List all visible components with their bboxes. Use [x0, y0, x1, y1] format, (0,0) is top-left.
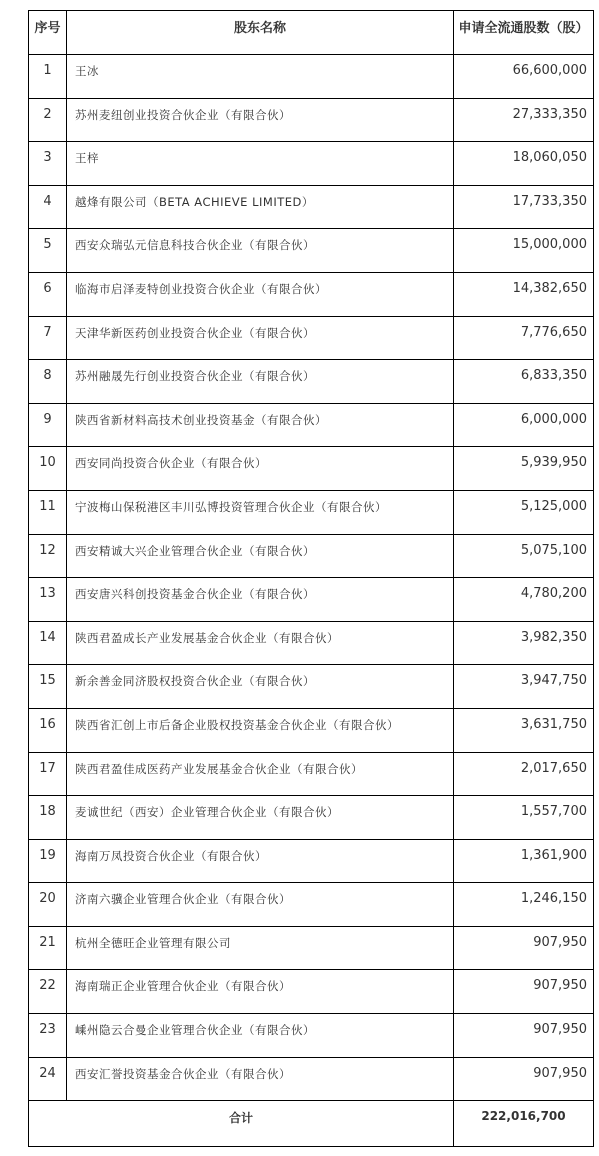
table-row [29, 752, 594, 796]
row-shares: 1,246,150 [454, 883, 594, 927]
row-shareholder-name: 天津华新医药创业投资合伙企业（有限合伙） [67, 316, 454, 360]
row-shareholder-name: 王梓 [67, 142, 454, 186]
row-shares: 3,982,350 [454, 621, 594, 665]
row-shareholder-name: 麦诚世纪（西安）企业管理合伙企业（有限合伙） [67, 796, 454, 840]
table-row [29, 926, 594, 970]
row-index: 1 [29, 55, 67, 99]
row-index: 17 [29, 752, 67, 796]
row-shares: 4,780,200 [454, 578, 594, 622]
row-shareholder-name: 陕西君盈成长产业发展基金合伙企业（有限合伙） [67, 621, 454, 665]
row-index: 12 [29, 534, 67, 578]
table-row [29, 98, 594, 142]
table-row [29, 621, 594, 665]
table-row [29, 708, 594, 752]
table-row [29, 665, 594, 709]
row-shareholder-name: 越烽有限公司（BETA ACHIEVE LIMITED） [67, 185, 454, 229]
table-row [29, 403, 594, 447]
row-shares: 5,939,950 [454, 447, 594, 491]
table-row [29, 142, 594, 186]
row-index: 15 [29, 665, 67, 709]
row-index: 18 [29, 796, 67, 840]
shareholder-table-container [28, 10, 589, 1147]
row-shareholder-name: 苏州麦纽创业投资合伙企业（有限合伙） [67, 98, 454, 142]
row-shareholder-name: 杭州全德旺企业管理有限公司 [67, 926, 454, 970]
row-shares: 6,000,000 [454, 403, 594, 447]
table-row [29, 1057, 594, 1101]
row-shares: 1,557,700 [454, 796, 594, 840]
table-row [29, 883, 594, 927]
row-index: 20 [29, 883, 67, 927]
row-shares: 1,361,900 [454, 839, 594, 883]
row-index: 10 [29, 447, 67, 491]
header-row [29, 11, 594, 55]
row-index: 14 [29, 621, 67, 665]
row-index: 19 [29, 839, 67, 883]
header-shares: 申请全流通股数（股） [454, 11, 594, 55]
row-shares: 6,833,350 [454, 360, 594, 404]
table-row [29, 796, 594, 840]
row-shareholder-name: 西安众瑞弘元信息科技合伙企业（有限合伙） [67, 229, 454, 273]
row-index: 24 [29, 1057, 67, 1101]
table-row [29, 55, 594, 99]
row-shares: 66,600,000 [454, 55, 594, 99]
row-index: 16 [29, 708, 67, 752]
row-shares: 907,950 [454, 970, 594, 1014]
row-shares: 17,733,350 [454, 185, 594, 229]
row-shareholder-name: 济南六骥企业管理合伙企业（有限合伙） [67, 883, 454, 927]
table-row [29, 316, 594, 360]
row-index: 22 [29, 970, 67, 1014]
row-index: 2 [29, 98, 67, 142]
row-index: 5 [29, 229, 67, 273]
row-shareholder-name: 西安汇誉投资基金合伙企业（有限合伙） [67, 1057, 454, 1101]
row-shareholder-name: 陕西省新材料高技术创业投资基金（有限合伙） [67, 403, 454, 447]
row-shareholder-name: 海南瑞正企业管理合伙企业（有限合伙） [67, 970, 454, 1014]
row-shareholder-name: 宁波梅山保税港区丰川弘博投资管理合伙企业（有限合伙） [67, 490, 454, 534]
table-row [29, 185, 594, 229]
total-value: 222,016,700 [454, 1101, 594, 1147]
row-shares: 5,125,000 [454, 490, 594, 534]
row-index: 8 [29, 360, 67, 404]
row-shareholder-name: 嵊州隐云合曼企业管理合伙企业（有限合伙） [67, 1014, 454, 1058]
table-footer [29, 1101, 594, 1147]
row-shareholder-name: 海南万凤投资合伙企业（有限合伙） [67, 839, 454, 883]
table-row [29, 578, 594, 622]
row-shares: 18,060,050 [454, 142, 594, 186]
total-label: 合计 [29, 1101, 454, 1147]
table-row [29, 490, 594, 534]
total-row [29, 1101, 594, 1147]
row-shareholder-name: 陕西君盈佳成医药产业发展基金合伙企业（有限合伙） [67, 752, 454, 796]
row-shares: 27,333,350 [454, 98, 594, 142]
row-shares: 14,382,650 [454, 272, 594, 316]
row-shareholder-name: 陕西省汇创上市后备企业股权投资基金合伙企业（有限合伙） [67, 708, 454, 752]
row-index: 6 [29, 272, 67, 316]
row-shares: 3,631,750 [454, 708, 594, 752]
row-shareholder-name: 临海市启泽麦特创业投资合伙企业（有限合伙） [67, 272, 454, 316]
table-row [29, 272, 594, 316]
row-shareholder-name: 西安同尚投资合伙企业（有限合伙） [67, 447, 454, 491]
row-index: 4 [29, 185, 67, 229]
row-shares: 7,776,650 [454, 316, 594, 360]
row-shareholder-name: 新余善金同济股权投资合伙企业（有限合伙） [67, 665, 454, 709]
table-row [29, 1014, 594, 1058]
row-shares: 907,950 [454, 926, 594, 970]
row-index: 23 [29, 1014, 67, 1058]
row-shareholder-name: 西安精诚大兴企业管理合伙企业（有限合伙） [67, 534, 454, 578]
row-shareholder-name: 王冰 [67, 55, 454, 99]
row-shares: 907,950 [454, 1014, 594, 1058]
row-index: 7 [29, 316, 67, 360]
row-index: 13 [29, 578, 67, 622]
table-header [29, 11, 594, 55]
row-index: 3 [29, 142, 67, 186]
table-body [29, 55, 594, 1101]
header-index: 序号 [29, 11, 67, 55]
row-shares: 2,017,650 [454, 752, 594, 796]
table-row [29, 534, 594, 578]
row-shares: 3,947,750 [454, 665, 594, 709]
row-shares: 907,950 [454, 1057, 594, 1101]
row-index: 9 [29, 403, 67, 447]
table-row [29, 447, 594, 491]
header-shareholder-name: 股东名称 [67, 11, 454, 55]
row-shares: 5,075,100 [454, 534, 594, 578]
shareholder-table [28, 10, 594, 1147]
table-row [29, 970, 594, 1014]
table-row [29, 229, 594, 273]
row-index: 11 [29, 490, 67, 534]
row-shareholder-name: 苏州融晟先行创业投资合伙企业（有限合伙） [67, 360, 454, 404]
table-row [29, 839, 594, 883]
row-shareholder-name: 西安唐兴科创投资基金合伙企业（有限合伙） [67, 578, 454, 622]
row-index: 21 [29, 926, 67, 970]
row-shares: 15,000,000 [454, 229, 594, 273]
table-row [29, 360, 594, 404]
